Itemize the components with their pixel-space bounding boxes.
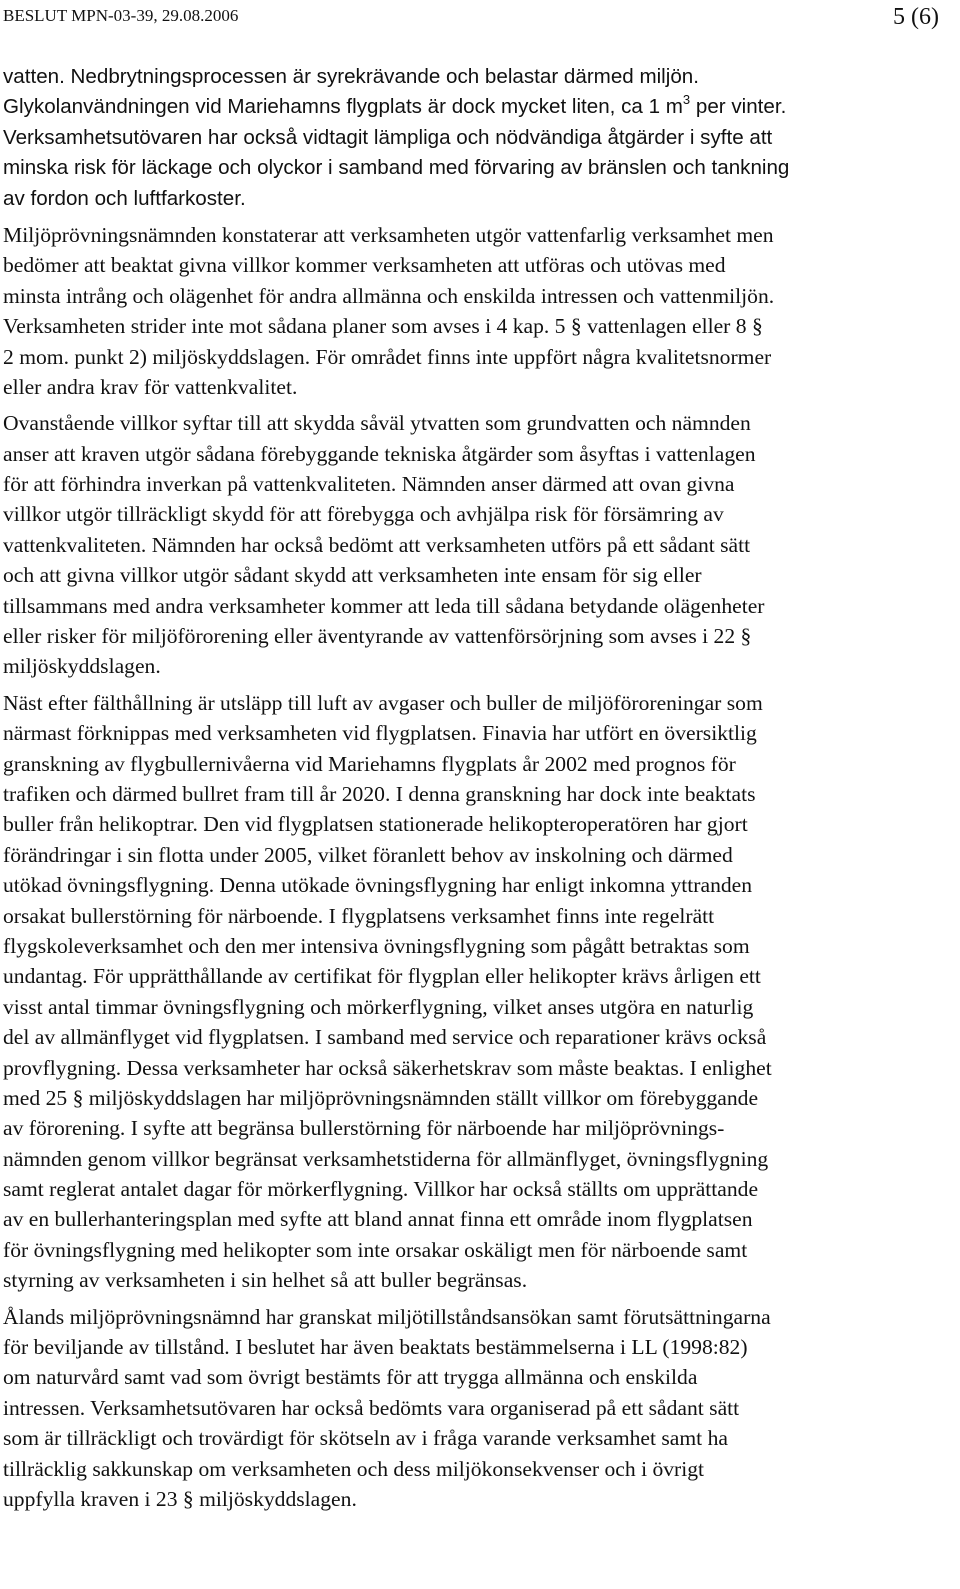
decision-reference: BESLUT MPN-03-39, 29.08.2006 [3, 6, 239, 25]
text-line: Verksamhetsutövaren har också vidtagit lämpliga och nödvändiga åtgärder i syfte att [3, 125, 773, 149]
text-line: minsta intrång och olägenhet för andra allmänna och enskilda intressen och vattenmiljön. [3, 283, 775, 308]
text-line: som är tillräckligt och trovärdigt för skötseln av i fråga varande verksamhet samt ha [3, 1426, 728, 1451]
text-line: Näst efter fälthållning är utsläpp till luft av avgaser och buller de miljöföroreningar som [3, 690, 763, 715]
text-line: 2 mom. punkt 2) miljöskyddslagen. För området finns inte uppfört några kvalitetsnormer [3, 344, 772, 369]
text-line: provflygning. Dessa verksamheter har också säkerhetskrav som måste beaktas. I enlighet [3, 1055, 772, 1080]
text-line: del av allmänflyget vid flygplatsen. I samband med service och reparationer krävs också [3, 1025, 767, 1050]
text-line: samt reglerat antalet dagar för mörkerflygning. Villkor har också ställts om upprättande [3, 1177, 759, 1202]
paragraph-4 [3, 688, 949, 1296]
text-line: flygskoleverksamhet och den mer intensiva övningsflygning som pågått betraktas som [3, 933, 750, 958]
text-line: undantag. För upprätthållande av certifikat för flygplan eller helikopter krävs årligen ett [3, 964, 761, 989]
text-line: eller risker för miljöförorening eller äventyrande av vattenförsörjning som avses i 22 § [3, 624, 752, 649]
paragraph-3 [3, 408, 949, 682]
text-line: miljöskyddslagen. [3, 654, 161, 679]
text-line: villkor utgör tillräckligt skydd för att förebygga och avhjälpa risk för försämring av [3, 502, 724, 527]
text-line: buller från helikoptrar. Den vid flygplatsen stationerade helikopteroperatören har gjort [3, 812, 748, 837]
text-line: med 25 § miljöskyddslagen har miljöprövningsnämnden ställt villkor om förebyggande [3, 1085, 759, 1110]
text-line: för övningsflygning med helikopter som inte orsakar oskäligt men för närboende samt [3, 1237, 748, 1262]
text-line: tillsammans med andra verksamheter kommer att leda till sådana betydande olägenheter [3, 593, 765, 618]
text-line: styrning av verksamheten i sin helhet så att buller begränsas. [3, 1268, 528, 1293]
text-line: intressen. Verksamhetsutövaren har också bedömts vara organiserad på ett sådant sätt [3, 1395, 740, 1420]
text-line: granskning av flygbullernivåerna vid Mariehamns flygplats år 2002 med prognos för [3, 751, 736, 776]
text-line: Glykolanvändningen vid Mariehamns flygplats är dock mycket liten, ca 1 $m^3$ per vinter. [3, 92, 787, 119]
text-line: om naturvård samt vad som övrigt bestämts för att trygga allmänna och enskilda [3, 1365, 698, 1390]
paragraph-1 [3, 62, 949, 214]
text-line: tillräcklig sakkunskap om verksamheten och dess miljökonsekvenser och i övrigt [3, 1456, 705, 1481]
text-line: visst antal timmar övningsflygning och mörkerflygning, vilket anses utgöra en naturlig [3, 994, 754, 1019]
text-line: trafiken och därmed bullret fram till år 2020. I denna granskning har dock inte beaktats [3, 781, 756, 806]
text-line: orsakat bullerstörning för närboende. I flygplatsens verksamhet finns inte regelrätt [3, 903, 715, 928]
text-line: förändringar i sin flotta under 2005, vilket föranlett behov av inskolning och därmed [3, 842, 733, 867]
text-line: eller andra krav för vattenkvalitet. [3, 374, 298, 399]
text-line: Miljöprövningsnämnden konstaterar att verksamheten utgör vattenfarlig verksamhet men [3, 222, 774, 247]
text-line: Ovanstående villkor syftar till att skydda såväl ytvatten som grundvatten och nämnden [3, 411, 751, 436]
text-line: vatten. Nedbrytningsprocessen är syrekrävande och belastar därmed miljön. [3, 65, 699, 88]
superscript: 3 [682, 92, 691, 108]
text-line: nämnden genom villkor begränsat verksamhetstiderna för allmänflyget, övningsflygning [3, 1146, 769, 1171]
text-line: av fordon och luftfarkoster. [3, 186, 246, 210]
text-line: för att förhindra inverkan på vattenkvaliteten. Nämnden anser därmed att ovan givna [3, 472, 735, 497]
page-number: 5 (6) [893, 4, 939, 30]
paragraph-5 [3, 1302, 949, 1515]
document-body [3, 62, 949, 1514]
text-line: uppfylla kraven i 23 § miljöskyddslagen. [3, 1486, 357, 1511]
text-line: bedömer att beaktat givna villkor kommer verksamheten att utföras och utövas med [3, 253, 726, 278]
text-line: närmast förknippas med verksamheten vid flygplatsen. Finavia har utfört en översiktlig [3, 721, 757, 746]
text-line: minska risk för läckage och olyckor i samband med förvaring av bränslen och tankning [3, 156, 790, 180]
text-line: anser att kraven utgör sådana förebyggande tekniska åtgärder som åsyftas i vattenlagen [3, 441, 756, 466]
page-header [3, 4, 943, 30]
text-line: av en bullerhanteringsplan med syfte att bland annat finna ett område inom flygplatsen [3, 1207, 753, 1232]
text-line: utökad övningsflygning. Denna utökade övningsflygning har enligt inkomna yttranden [3, 873, 753, 898]
text-line: för beviljande av tillstånd. I beslutet har även beaktats bestämmelserna i LL (1998:82) [3, 1335, 748, 1360]
text-line: Ålands miljöprövningsnämnd har granskat miljötillståndsansökan samt förutsättningarna [3, 1304, 771, 1329]
text-line: Verksamheten strider inte mot sådana planer som avses i 4 kap. 5 § vattenlagen eller 8 § [3, 314, 763, 339]
text-line: vattenkvaliteten. Nämnden har också bedömt att verksamheten utförs på ett sådant sätt [3, 532, 751, 557]
text-line: och att givna villkor utgör sådant skydd att verksamheten inte ensam för sig eller [3, 563, 702, 588]
paragraph-2 [3, 220, 949, 402]
text-line: av förorening. I syfte att begränsa bullerstörning för närboende har miljöprövnings- [3, 1116, 725, 1141]
